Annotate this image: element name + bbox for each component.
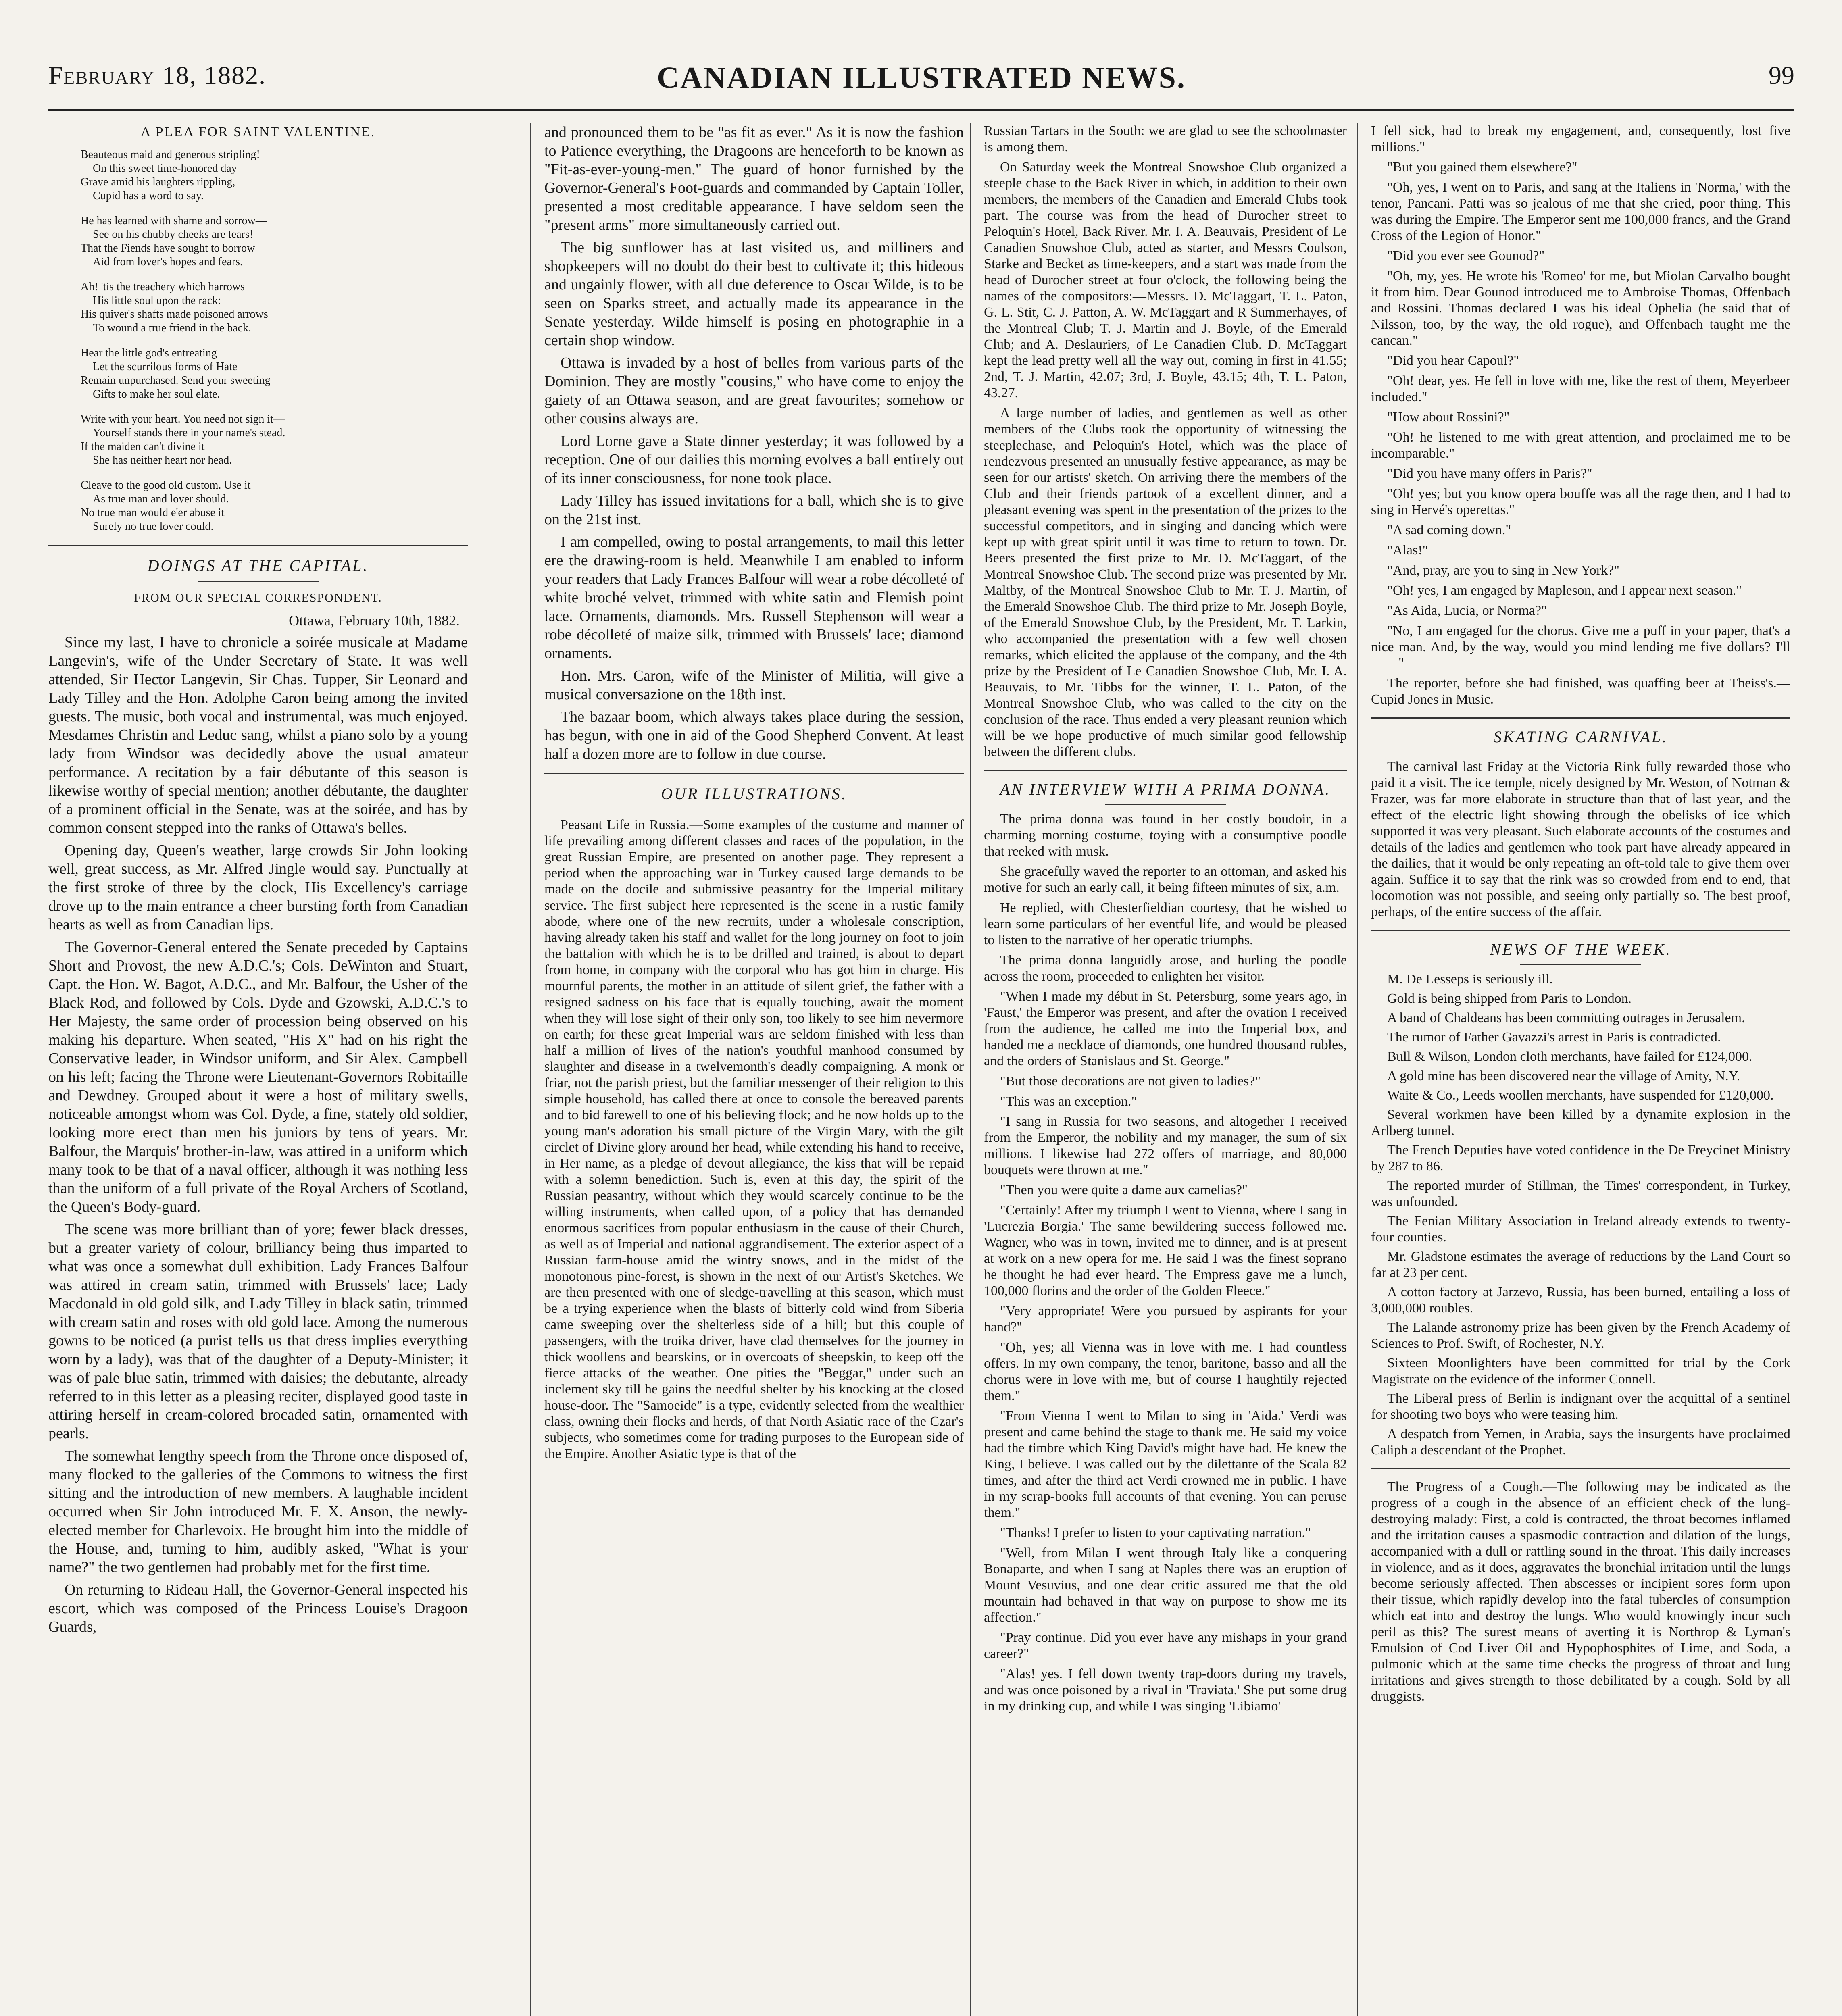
poem: [81, 148, 468, 533]
news-item: Mr. Gladstone estimates the average of reductions by the Land Court so far at 23 per cent.: [1371, 1249, 1790, 1280]
interview-paragraph: The reporter, before she had finished, was quaffing beer at Theiss's.—Cupid Jones in Music.: [1371, 676, 1790, 707]
interview-paragraph: "Oh! yes; but you know opera bouffe was all the rage then, and I had to sing in Hervé's operettas.": [1371, 486, 1790, 517]
article-paragraph: Ottawa is invaded by a host of belles from various parts of the Dominion. They are mostly "cousins," who have come to enjoy the gaiety of an Ottawa season, and are great favourites; somehow or other cousins always are.: [544, 354, 964, 427]
poem-line: If the maiden can't divine it: [81, 440, 205, 453]
column-rule: [530, 123, 531, 2016]
interview-paragraph: "From Vienna I went to Milan to sing in 'Aida.' Verdi was present and came behind the stage to thank me. He said my voice had the timbre which King David's might have had. He knew the King, I believe. I was called out by the dilettante of the Scala 82 times, and after the third act Verdi crowned me in public. I have in my scrap-books full accounts of that evening. You can peruse them.": [984, 1408, 1347, 1520]
poem-line: She has neither heart nor head.: [93, 454, 232, 467]
interview-paragraph: "No, I am engaged for the chorus. Give me a puff in your paper, that's a nice man. And, by the way, would you mind lending me five dollars? I'll——": [1371, 623, 1790, 671]
poem-line: No true man would e'er abuse it: [81, 506, 225, 519]
news-list: [1371, 971, 1790, 1458]
interview-paragraph: "Then you were quite a dame aux camelias?": [1000, 1183, 1248, 1198]
poem-stanza: [81, 346, 468, 401]
poem-stanza: [81, 412, 468, 467]
dateline: Ottawa, February 10th, 1882.: [289, 612, 460, 629]
interview-paragraph: "Alas! yes. I fell down twenty trap-doors during my travels, and was once poisoned by a rival in 'Traviata.' She put some drug in my drinking cup, and while I was singing 'Libiamo': [984, 1666, 1347, 1714]
article-paragraph: I am compelled, owing to postal arrangements, to mail this letter ere the drawing-room is held. Meanwhile I am enabled to inform your readers that Lady Frances Balfour will wear a robe décolleté of white broché velvet, trimmed with white satin and Flemish point lace. Ornaments, diamonds. Mrs. Russell Stephenson will wear a robe décolleté of maize silk, trimmed with Brussels' lace; diamond ornaments.: [544, 533, 964, 662]
article-paragraph: Russian Tartars in the South: we are glad to see the schoolmaster is among them.: [984, 123, 1347, 154]
interview-paragraph: "Well, from Milan I went through Italy like a conquering Bonaparte, and when I sang at Naples there was an eruption of Mount Vesuvius, and one dear critic assured me that the old mountain had behaved in that way on purpose to show me its affection.": [984, 1545, 1347, 1625]
divider: [48, 545, 468, 546]
divider: [544, 773, 964, 774]
column-1: [48, 123, 468, 2016]
interview-paragraph: "Did you ever see Gounod?": [1387, 248, 1545, 263]
article-paragraph: Since my last, I have to chronicle a soirée musicale at Madame Langevin's, wife of the Under Secretary of State. It was well attended, Sir Hector Langevin, Sir Chas. Tupper, Sir Leonard and Lady Tilley and the Hon. Adolphe Caron being among the invited guests. The music, both vocal and instrumental, was much enjoyed. Mesdames Christin and Leduc sang, whilst a piano solo by a young lady from Windsor was decidedly above the usual amateur performance. A recitation by a fair débutante of this season is likewise worthy of special mention; another débutante, the daughter of a prominent official in the Senate, was at the soirée, and has by common consent stepped into the ranks of Ottawa's belles.: [48, 634, 468, 836]
interview-paragraph: "Oh! dear, yes. He fell in love with me, like the rest of them, Meyerbeer included.": [1371, 373, 1790, 404]
interview-paragraph: "I sang in Russia for two seasons, and altogether I received from the Emperor, the nobility and my manager, the sum of six millions. I likewise had 272 offers of marriage, and 80,000 bouquets were thrown at me.": [984, 1114, 1347, 1177]
poem-line: His quiver's shafts made poisoned arrows: [81, 308, 268, 321]
column-4: [1371, 123, 1790, 2016]
news-item: A cotton factory at Jarzevo, Russia, has been burned, entailing a loss of 3,000,000 roubles.: [1371, 1285, 1790, 1316]
interview-paragraph: "How about Rossini?": [1387, 410, 1510, 425]
poem-line: On this sweet time-honored day: [93, 162, 237, 175]
divider: [984, 770, 1347, 771]
interview-paragraph: "Pray continue. Did you ever have any mishaps in your grand career?": [984, 1630, 1347, 1661]
interview-text-continued: [1371, 123, 1790, 708]
news-item: Gold is being shipped from Paris to London.: [1387, 991, 1632, 1006]
interview-paragraph: "Oh, yes; all Vienna was in love with me. I had countless offers. In my own company, the tenor, baritone, basso and all the chorus were in love with me, but of course I haughtily rejected them.": [984, 1340, 1347, 1403]
interview-paragraph: "But you gained them elsewhere?": [1387, 160, 1577, 175]
poem-stanza: [81, 280, 468, 335]
issue-date: February 18, 1882.: [48, 61, 267, 90]
article-paragraph: A large number of ladies, and gentlemen as well as other members of the Clubs took the opportunity of witnessing the steeplechase, and Peloquin's Hotel, which was the place of rendezvous presented an unusually festive appearance, as may be seen for our artists' sketch. On arriving there the members of the Club and their friends partook of a excellent dinner, and a pleasant evening was spent in the presentation of the prizes to the successful competitors, and in singing and dancing which were kept up with great spirit until it was time to return to town. Dr. Beers presented the first prize to Mr. D. McTaggart, of the Montreal Snowshoe Club. The second prize was presented by Mr. Maltby, of the Montreal Snowshoe Club to Mr. T. J. Martin, of the Emerald Snowshoe Club. The third prize to Mr. Joseph Boyle, of the Emerald Snowshoe Club, by the President, Mr. T. Larkin, who accompanied the presentation with a few well chosen remarks, which elicited the applause of the company, and the 4th prize by the President of Le Canadien Snowshoe Club, Mr. I. A. Beauvais, to Mr. Tibbs for the winner, T. L. Paton, of the Montreal Snowshoe Club, who was called to the city on the conclusion of the race. Thus ended a very pleasant reunion which will be we hope productive of much similar good fellowship between the different clubs.: [984, 406, 1347, 759]
interview-paragraph: "As Aida, Lucia, or Norma?": [1387, 603, 1547, 618]
interview-paragraph: The prima donna languidly arose, and hurling the poodle across the room, proceeded to enlighten her visitor.: [984, 953, 1347, 984]
interview-paragraph: "Very appropriate! Were you pursued by aspirants for your hand?": [984, 1304, 1347, 1335]
poem-line: Let the scurrilous forms of Hate: [93, 360, 238, 373]
poem-line: To wound a true friend in the back.: [93, 322, 252, 334]
article-paragraph: Opening day, Queen's weather, large crowds Sir John looking well, great success, as Mr. Alfred Jingle would say. Punctually at the first stroke of three by the clock, His Excellency's carriage drove up to the main entrance a cheer bursting forth from Canadian hearts as well as from Canadian lips.: [48, 842, 468, 933]
news-item: The Lalande astronomy prize has been given by the French Academy of Sciences to Prof. Swift, of Rochester, N.Y.: [1371, 1320, 1790, 1351]
interview-paragraph: I fell sick, had to break my engagement, and, consequently, lost five millions.": [1371, 123, 1790, 154]
column-rule: [970, 123, 971, 2016]
article-paragraph: Peasant Life in Russia.—Some examples of the custume and manner of life prevailing among different classes and races of the population, in the great Russian Empire, are presented on another page. They represent a period when the approaching war in Turkey caused large demands to be made on the docile and submissive peasantry for the Imperial military service. The first subject here represented is the scene in a rustic family abode, where one of the new recruits, under a wholesale conscription, having already taken his staff and wallet for the long journey on foot to join the battalion with which he is to be drilled and trained, is about to depart from home, in company with the corporal who has got him in charge. His mournful parents, the mother in an attitude of silent grief, the father with a resigned sadness on his face that is equally touching, await the moment when they will lose sight of their only son, too likely to see him nevermore on earth; for these great Imperial wars are seldom finished with less than half a million of lives of the nation's youthful manhood consumed by slaughter and disease in a twelvemonth's deadly compaigning. A monk or friar, not the parish priest, but the familiar messenger of their religion to this simple household, has called there at once to console the bereaved parents and to bid farewell to one of his believing flock; and he now holds up to the young man's adoration his small picture of the Virgin Mary, with the gilt circlet of Divine glory around her head, while extending his hand to receive, in Her name, as a pledge of devout allegiance, the kiss that will be repaid with a solemn benediction. Such is, even at this day, the spirit of the Russian peasantry, without which they would scarcely continue to be the willing instruments, when called upon, of a policy that has demanded enormous sacrifices from popular enthusiasm in the cause of their Church, as well as of Imperial and national aggrandisement. The exterior aspect of a Russian farm-house amid the wintry snows, and in the midst of the monotonous pine-forest, is shown in the next of our Artist's Sketches. We are then presented with one of sledge-travelling at this season, which must be a trying experience when the blasts of bitterly cold wind from Siberia came sweeping over the shelterless side of a hill; but this couple of passengers, with the troika driver, have clad themselves for the journey in thick woollens and bearskins, or in overcoats of sheepskin, to keep off the fierce attacks of the weather. One pities the "Beggar," under such an inclement sky till he gains the needful shelter by his knocking at the closed house-door. The "Samoeide" is a type, evidently selected from the wealthier class, owning their flocks and herds, of that North Asiatic race of the Czar's subjects, who sometimes come for trading purposes to the European side of the Empire. Another Asiatic type is that of the: [544, 817, 964, 1461]
interview-paragraph: He replied, with Chesterfieldian courtesy, that he wished to learn some particulars of her eventful life, and would be pleased to listen to the narrative of her operatic triumphs.: [984, 900, 1347, 948]
article-paragraph: The big sunflower has at last visited us, and milliners and shopkeepers will no doubt do their best to cultivate it; this hideous and ungainly flower, with all due deference to Oscar Wilde, is to be seen on Sparks street, and actually made its appearance in the Senate yesterday. Wilde himself is posing en photographie in a certain shop window.: [544, 239, 964, 349]
interview-paragraph: The prima donna was found in her costly boudoir, in a charming morning costume, toying with a consumptive poodle that reeked with musk.: [984, 812, 1347, 859]
divider: [1371, 930, 1790, 931]
news-item: A despatch from Yemen, in Arabia, says the insurgents have proclaimed Caliph a descendant of the Prophet.: [1371, 1427, 1790, 1458]
article-paragraph: Hon. Mrs. Caron, wife of the Minister of Militia, will give a musical conversazione on the 18th inst.: [544, 667, 964, 703]
poem-line: Aid from lover's hopes and fears.: [93, 256, 243, 268]
masthead: [48, 60, 1794, 111]
divider: [1371, 1468, 1790, 1469]
article-paragraph: On Saturday week the Montreal Snowshoe Club organized a steeple chase to the Back River in which, in addition to their own members, the members of the Canadien and Emerald Clubs took part. The course was from the head of Durocher street to Peloquin's Hotel, Back River. Mr. I. A. Beauvais, President of Le Canadien Snowshoe Club, acted as starter, and Messrs Coulson, Starke and Becket as time-keepers, and a start was made from the head of Durocher street at four o'clock, the following being the names of the compositors:—Messrs. D. McTaggart, T. L. Paton, G. L. Stit, C. J. Patton, A. W. McTaggart and R Summerhayes, of the Montreal Club; T. J. Martin and J. Boyle, of the Emerald Club; and A. Deslauriers, of Le Canadien Club. D. McTaggart kept the lead pretty well all the way out, coming in first in 41.55; 2nd, T. J. Martin, 42.07; 3rd, J. Boyle, 43.15; 4th, T. L. Paton, 43.27.: [984, 160, 1347, 400]
poem-line: As true man and lover should.: [93, 493, 229, 505]
poem-line: Cleave to the good old custom. Use it: [81, 479, 251, 492]
interview-text: [984, 811, 1347, 1714]
page-number: 99: [1769, 61, 1794, 90]
interview-paragraph: "This was an exception.": [1000, 1094, 1137, 1109]
news-item: Sixteen Moonlighters have been committed for trial by the Cork Magistrate on the evidence of the informer Connell.: [1371, 1356, 1790, 1387]
interview-paragraph: "Did you have many offers in Paris?": [1387, 466, 1592, 481]
column-3: [984, 123, 1347, 2016]
poem-stanza: [81, 148, 468, 203]
interview-paragraph: "Oh! yes, I am engaged by Mapleson, and I appear next season.": [1387, 583, 1742, 598]
section-heading-news: NEWS OF THE WEEK.: [1371, 941, 1790, 965]
news-item: The rumor of Father Gavazzi's arrest in Paris is contradicted.: [1387, 1030, 1721, 1045]
column-2: [544, 123, 964, 2016]
newspaper-title: CANADIAN ILLUSTRATED NEWS.: [657, 61, 1186, 95]
interview-paragraph: "Certainly! After my triumph I went to Vienna, where I sang in 'Lucrezia Borgia.' The same bewildering success followed me. Wagner, who was in town, invited me to dinner, and is at present at work on a new opera for me. He said I was the finest soprano he thought he had ever heard. The Empress gave me a lunch, 100,000 florins and the order of the Golden Fleece.": [984, 1203, 1347, 1298]
interview-paragraph: "Did you hear Capoul?": [1387, 353, 1519, 368]
article-paragraph: Lady Tilley has issued invitations for a ball, which she is to give on the 21st inst.: [544, 492, 964, 528]
interview-paragraph: "Oh! he listened to me with great attention, and proclaimed me to be incomparable.": [1371, 430, 1790, 461]
poem-line: That the Fiends have sought to borrow: [81, 242, 255, 254]
poem-line: His little soul upon the rack:: [93, 294, 221, 307]
interview-paragraph: "Alas!": [1387, 543, 1428, 558]
interview-paragraph: "When I made my début in St. Petersburg, some years ago, in 'Faust,' the Emperor was present, and after the ovation I received from the audience, he called me into the Imperial box, and handed me a necklace of diamonds, one hundred thousand rubles, and the orders of Stanislaus and St. George.": [984, 989, 1347, 1068]
advertisement-paragraph: The Progress of a Cough.—The following may be indicated as the progress of a cough in the absence of an efficient check of the lung-destroying malady: First, a cold is contracted, the throat becomes inflamed and the irritation causes a spasmodic contraction and dilation of the lungs, accompanied with a dull or rattling sound in the throat. This daily increases in violence, and as it does, aggravates the bronchial irritation until the lungs become seriously affected. Then abscesses or incipient sores form upon their tissue, which rapidly develop into the fatal tubercles of consumption which eat into and destroy the lungs. Who would knowingly incur such peril as this? The surest means of averting it is Northrop & Lyman's Emulsion of Cod Liver Oil and Hypophosphites of Lime, and Soda, a pulmonic which at the same time checks the progress of throat and lung irritations and gives strength to those debilitated by a cough. Sold by all druggists.: [1371, 1479, 1790, 1704]
column-rule: [1357, 123, 1358, 2016]
article-paragraph: Lord Lorne gave a State dinner yesterday; it was followed by a reception. One of our dailies this morning evolves a ball entirely out of its inner consciousness, for none took place.: [544, 433, 964, 487]
section-heading-doings: DOINGS AT THE CAPITAL.: [48, 556, 468, 582]
poem-line: Beauteous maid and generous stripling!: [81, 148, 260, 161]
article-paragraph: The carnival last Friday at the Victoria Rink fully rewarded those who paid it a visit. The ice temple, nicely designed by Mr. Weston, of Notman & Frazer, was far more elaborate in structure than that of last year, and the effect of the electric light showing through the obelisks of ice which supported it was very pleasant. Such elaborate accounts of the costumes and details of the ladies and gentlemen who took part have already appeared in the dailies, that it would be only repeating an oft-told tale to give them over again. Suffice it to say that the rink was so crowded from end to end, that locomotion was not possible, and seeing only partially so. The best proof, perhaps, of the entire success of the affair.: [1371, 759, 1790, 919]
article-paragraph: The somewhat lengthy speech from the Throne once disposed of, many flocked to the galleries of the Commons to witness the first sitting and the introduction of new members. A laughable incident occurred when Sir John introduced Mr. F. X. Anson, the newly-elected member for Charlevoix. He brought him into the middle of the House, and, turning to him, audibly asked, "What is your name?" the two gentlemen had probably met for the first time.: [48, 1447, 468, 1576]
poem-line: Write with your heart. You need not sign it—: [81, 413, 285, 425]
interview-paragraph: She gracefully waved the reporter to an ottoman, and asked his motive for such an early call, it being fifteen minutes of six, a.m.: [984, 864, 1347, 895]
poem-line: Surely no true lover could.: [93, 520, 214, 533]
poem-title: A PLEA FOR SAINT VALENTINE.: [140, 125, 376, 140]
section-heading-interview: AN INTERVIEW WITH A PRIMA DONNA.: [984, 781, 1347, 805]
interview-paragraph: "A sad coming down.": [1387, 523, 1511, 537]
poem-line: Cupid has a word to say.: [93, 190, 204, 202]
poem-line: Ah! 'tis the treachery which harrows: [81, 281, 245, 293]
news-item: M. De Lesseps is seriously ill.: [1387, 972, 1553, 987]
news-item: A gold mine has been discovered near the village of Amity, N.Y.: [1387, 1068, 1740, 1083]
poem-line: Yourself stands there in your name's stead.: [93, 427, 285, 439]
article-paragraph: The bazaar boom, which always takes place during the session, has begun, with one in aid of the Good Shepherd Convent. At least half a dozen more are to follow in due course.: [544, 708, 964, 762]
news-item: Bull & Wilson, London cloth merchants, have failed for £124,000.: [1387, 1049, 1752, 1064]
poem-stanza: [81, 214, 468, 269]
poem-stanza: [81, 479, 468, 533]
article-paragraph: and pronounced them to be "as fit as ever." As it is now the fashion to Patience everything, the Dragoons are henceforth to be known as "Fit-as-ever-young-men." The guard of honor furnished by the Governor-General's Foot-guards and commanded by Captain Toller, presented a most creditable appearance. I have seldom seen the "present arms" more simultaneously carried out.: [544, 124, 964, 233]
poem-line: He has learned with shame and sorrow—: [81, 215, 267, 227]
poem-line: Hear the little god's entreating: [81, 347, 217, 359]
poem-line: Gifts to make her soul elate.: [93, 388, 220, 400]
article-paragraph: The scene was more brilliant than of yore; fewer black dresses, but a greater variety of colour, brilliancy being thus imparted to what was once a somewhat dull exhibition. Lady Frances Balfour was attired in cream satin, trimmed with Brussels' lace; Lady Macdonald in old gold silk, and Lady Tilley in black satin, trimmed with cream satin and roses with old gold lace. Among the numerous gowns to be noticed (a purist tells us that dress implies everything worn by a lady), was that of the daughter of a Deputy-Minister; it was of pale blue satin, trimmed with daisies; the debutante, already referred to in this letter as a pleasing reciter, displayed good taste in attiring herself in cream-colored brocaded satin, ornamented with pearls.: [48, 1221, 468, 1442]
section-heading-illustrations: OUR ILLUSTRATIONS.: [544, 785, 964, 810]
interview-paragraph: "Thanks! I prefer to listen to your captivating narration.": [1000, 1525, 1311, 1540]
interview-paragraph: "Oh, yes, I went on to Paris, and sang at the Italiens in 'Norma,' with the tenor, Pancani. Patti was so jealous of me that she cried, poor thing. This was during the Empire. The Emperor sent me 100,000 francs, and the Grand Cross of the Legion of Honor.": [1371, 180, 1790, 243]
interview-paragraph: "And, pray, are you to sing in New York?": [1387, 563, 1620, 578]
article-paragraph: On returning to Rideau Hall, the Governor-General inspected his escort, which was composed of the Princess Louise's Dragoon Guards,: [48, 1581, 468, 1635]
news-item: A band of Chaldeans has been committing outrages in Jerusalem.: [1387, 1010, 1745, 1025]
news-item: The Liberal press of Berlin is indignant over the acquittal of a sentinel for shooting two boys who were teasing him.: [1371, 1391, 1790, 1422]
news-item: Waite & Co., Leeds woollen merchants, have suspended for £120,000.: [1387, 1088, 1774, 1103]
interview-paragraph: "Oh, my, yes. He wrote his 'Romeo' for me, but Miolan Carvalho bought it from him. Dear Gounod introduced me to Ambroise Thomas, Offenbach and Rossini. Thomas declared I was his ideal Ophelia (he said that of Nilsson, too, by the way, the old rogue), and Offenbach taught me the cancan.": [1371, 269, 1790, 348]
news-item: The French Deputies have voted confidence in the De Freycinet Ministry by 287 to 86.: [1371, 1143, 1790, 1174]
interview-paragraph: "But those decorations are not given to ladies?": [1000, 1074, 1261, 1089]
poem-line: See on his chubby cheeks are tears!: [93, 228, 254, 241]
news-item: Several workmen have been killed by a dynamite explosion in the Arlberg tunnel.: [1371, 1107, 1790, 1138]
news-item: The Fenian Military Association in Ireland already extends to twenty-four counties.: [1371, 1214, 1790, 1245]
poem-line: Grave amid his laughters rippling,: [81, 176, 235, 188]
byline: FROM OUR SPECIAL CORRESPONDENT.: [134, 591, 382, 604]
news-item: The reported murder of Stillman, the Times' correspondent, in Turkey, was unfounded.: [1371, 1178, 1790, 1209]
section-heading-skating: SKATING CARNIVAL.: [1371, 729, 1790, 752]
poem-line: Remain unpurchased. Send your sweeting: [81, 374, 271, 387]
article-paragraph: The Governor-General entered the Senate preceded by Captains Short and Provost, the new A.D.C.'s; Cols. DeWinton and Stuart, Capt. the Hon. W. Bagot, A.D.C., and Mr. Balfour, the Usher of the Black Rod, and followed by Cols. Dyde and Gzowski, A.D.C.'s to Her Majesty, the same order of procession being observed on his making his departure. When seated, "His X" had on his right the Conservative leader, in Windsor uniform, and Sir Alex. Campbell on his left; facing the Throne were Lieutenant-Governors Robitaille and Dewdney. Grouped about it were a host of military swells, noticeable amongst whom was Col. Dyde, a fine, stately old soldier, looking more erect than men his juniors by tens of years. Mr. Balfour, the Marquis' brother-in-law, was attired in a uniform which many took to be that of a naval officer, although it was nothing less than the uniform of a full private of the Royal Archers of Scotland, the Queen's Body-guard.: [48, 939, 468, 1215]
divider: [1371, 717, 1790, 719]
